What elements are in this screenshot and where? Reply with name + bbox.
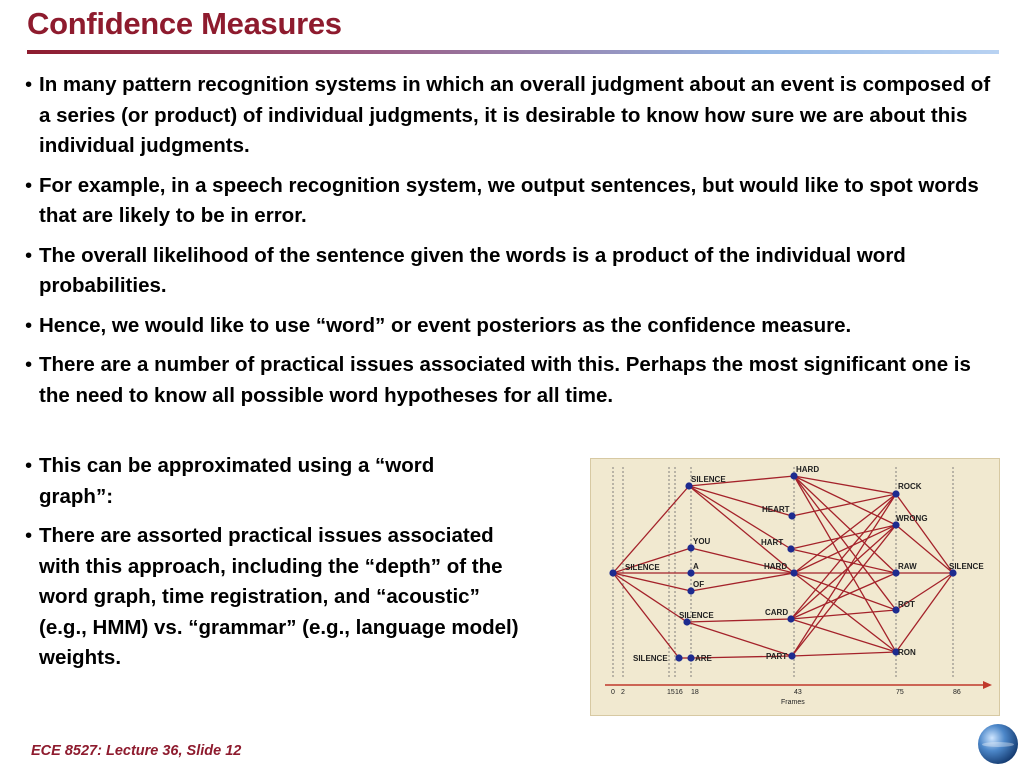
graph-edge	[794, 476, 896, 652]
node-label: ROCK	[898, 482, 922, 491]
graph-edge	[687, 622, 792, 656]
slide-footer: ECE 8527: Lecture 36, Slide 12	[31, 743, 242, 759]
bullet-item	[25, 171, 1000, 232]
node-label: SILENCE	[691, 475, 726, 484]
bullet-dot: •	[25, 313, 33, 337]
bullet-text: Hence, we would like to use “word” or event posteriors as the confidence measure.	[39, 313, 852, 337]
graph-edge	[792, 494, 896, 656]
axis-label: Frames	[781, 699, 805, 706]
graph-edge	[792, 652, 896, 656]
slide-title: Confidence Measures	[27, 6, 342, 41]
node-label: YOU	[693, 537, 711, 546]
bullet-item	[25, 70, 1000, 162]
axis-tick-label: 75	[896, 689, 904, 696]
node-label: SILENCE	[633, 654, 668, 663]
node-label: ROT	[898, 600, 915, 609]
graph-node	[788, 652, 795, 659]
bullet-dot: •	[25, 353, 33, 376]
bullet-dot: •	[25, 173, 33, 197]
axis-tick-label: 86	[953, 689, 961, 696]
bullet-list-top	[25, 70, 1000, 420]
word-graph-figure	[590, 458, 1000, 716]
node-label: ARE	[695, 654, 712, 663]
bullet-item	[25, 311, 1000, 342]
node-label: SILENCE	[679, 611, 714, 620]
bullet-text: For example, in a speech recognition system, we output sentences, but would like to spot words that are likely to be in error.	[39, 173, 979, 227]
bullet-text: There are assorted practical issues associated with this approach, including the “depth” of the word graph, time registration, and “acoustic” (e.g., HMM) vs. “grammar” (e.g., language model) weights.	[39, 524, 519, 669]
node-label: HARD	[796, 465, 820, 474]
bullet-dot: •	[25, 243, 33, 267]
bullet-dot: •	[25, 73, 33, 96]
node-label: CARD	[765, 608, 789, 617]
graph-node	[787, 615, 794, 622]
bullet-item	[25, 350, 1000, 411]
graph-edge	[791, 549, 896, 573]
node-label: SILENCE	[949, 562, 984, 571]
bullet-item	[25, 521, 545, 674]
graph-node	[675, 654, 682, 661]
node-label: HEART	[762, 505, 790, 514]
graph-node	[787, 545, 794, 552]
graph-node	[790, 569, 797, 576]
bullet-text: The overall likelihood of the sentence given the words is a product of the individual word probabilities.	[39, 243, 906, 297]
bullet-text: This can be approximated using a “word graph”:	[39, 454, 435, 508]
bullet-item	[25, 241, 1000, 302]
graph-edge	[794, 476, 896, 573]
axis-tick-label: 18	[691, 689, 699, 696]
axis-tick-label: 15	[667, 689, 675, 696]
axis-tick-label: 2	[621, 689, 625, 696]
bullet-dot: •	[25, 524, 33, 547]
word-graph-svg	[591, 459, 999, 715]
bullet-text: There are a number of practical issues associated with this. Perhaps the most significant one is the need to know all possible word hypotheses for all time.	[39, 353, 971, 407]
axis-tick-label: 16	[675, 689, 683, 696]
node-label: RON	[898, 648, 916, 657]
graph-edge	[613, 486, 689, 573]
node-label: HART	[761, 538, 784, 547]
graph-node	[892, 490, 899, 497]
node-label: WRONG	[896, 514, 928, 523]
title-underline	[27, 50, 999, 54]
graph-edge	[691, 573, 794, 591]
node-label: SILENCE	[625, 563, 660, 572]
node-label: OF	[693, 580, 705, 589]
bullet-dot: •	[25, 454, 33, 477]
bullet-item	[25, 451, 545, 512]
graph-node	[687, 654, 694, 661]
graph-edge	[896, 573, 953, 652]
node-label: HARD	[764, 562, 788, 571]
node-label: RAW	[898, 562, 917, 571]
globe-logo-icon	[978, 724, 1018, 764]
graph-edge	[794, 573, 896, 610]
axis-tick-label: 0	[611, 689, 615, 696]
node-label: A	[693, 562, 699, 571]
bullet-list-bottom	[25, 451, 545, 683]
axis-tick-label: 43	[794, 689, 802, 696]
graph-edge	[613, 573, 687, 622]
bullet-text: In many pattern recognition systems in which an overall judgment about an event is composed of a series (or product) of individual judgments, it is desirable to know how sure we are about this individual judgments.	[39, 73, 991, 157]
graph-edge	[794, 573, 896, 652]
node-label: PART	[766, 652, 788, 661]
graph-node	[609, 569, 616, 576]
graph-edge	[794, 525, 896, 573]
axis-arrow-icon	[983, 681, 992, 689]
